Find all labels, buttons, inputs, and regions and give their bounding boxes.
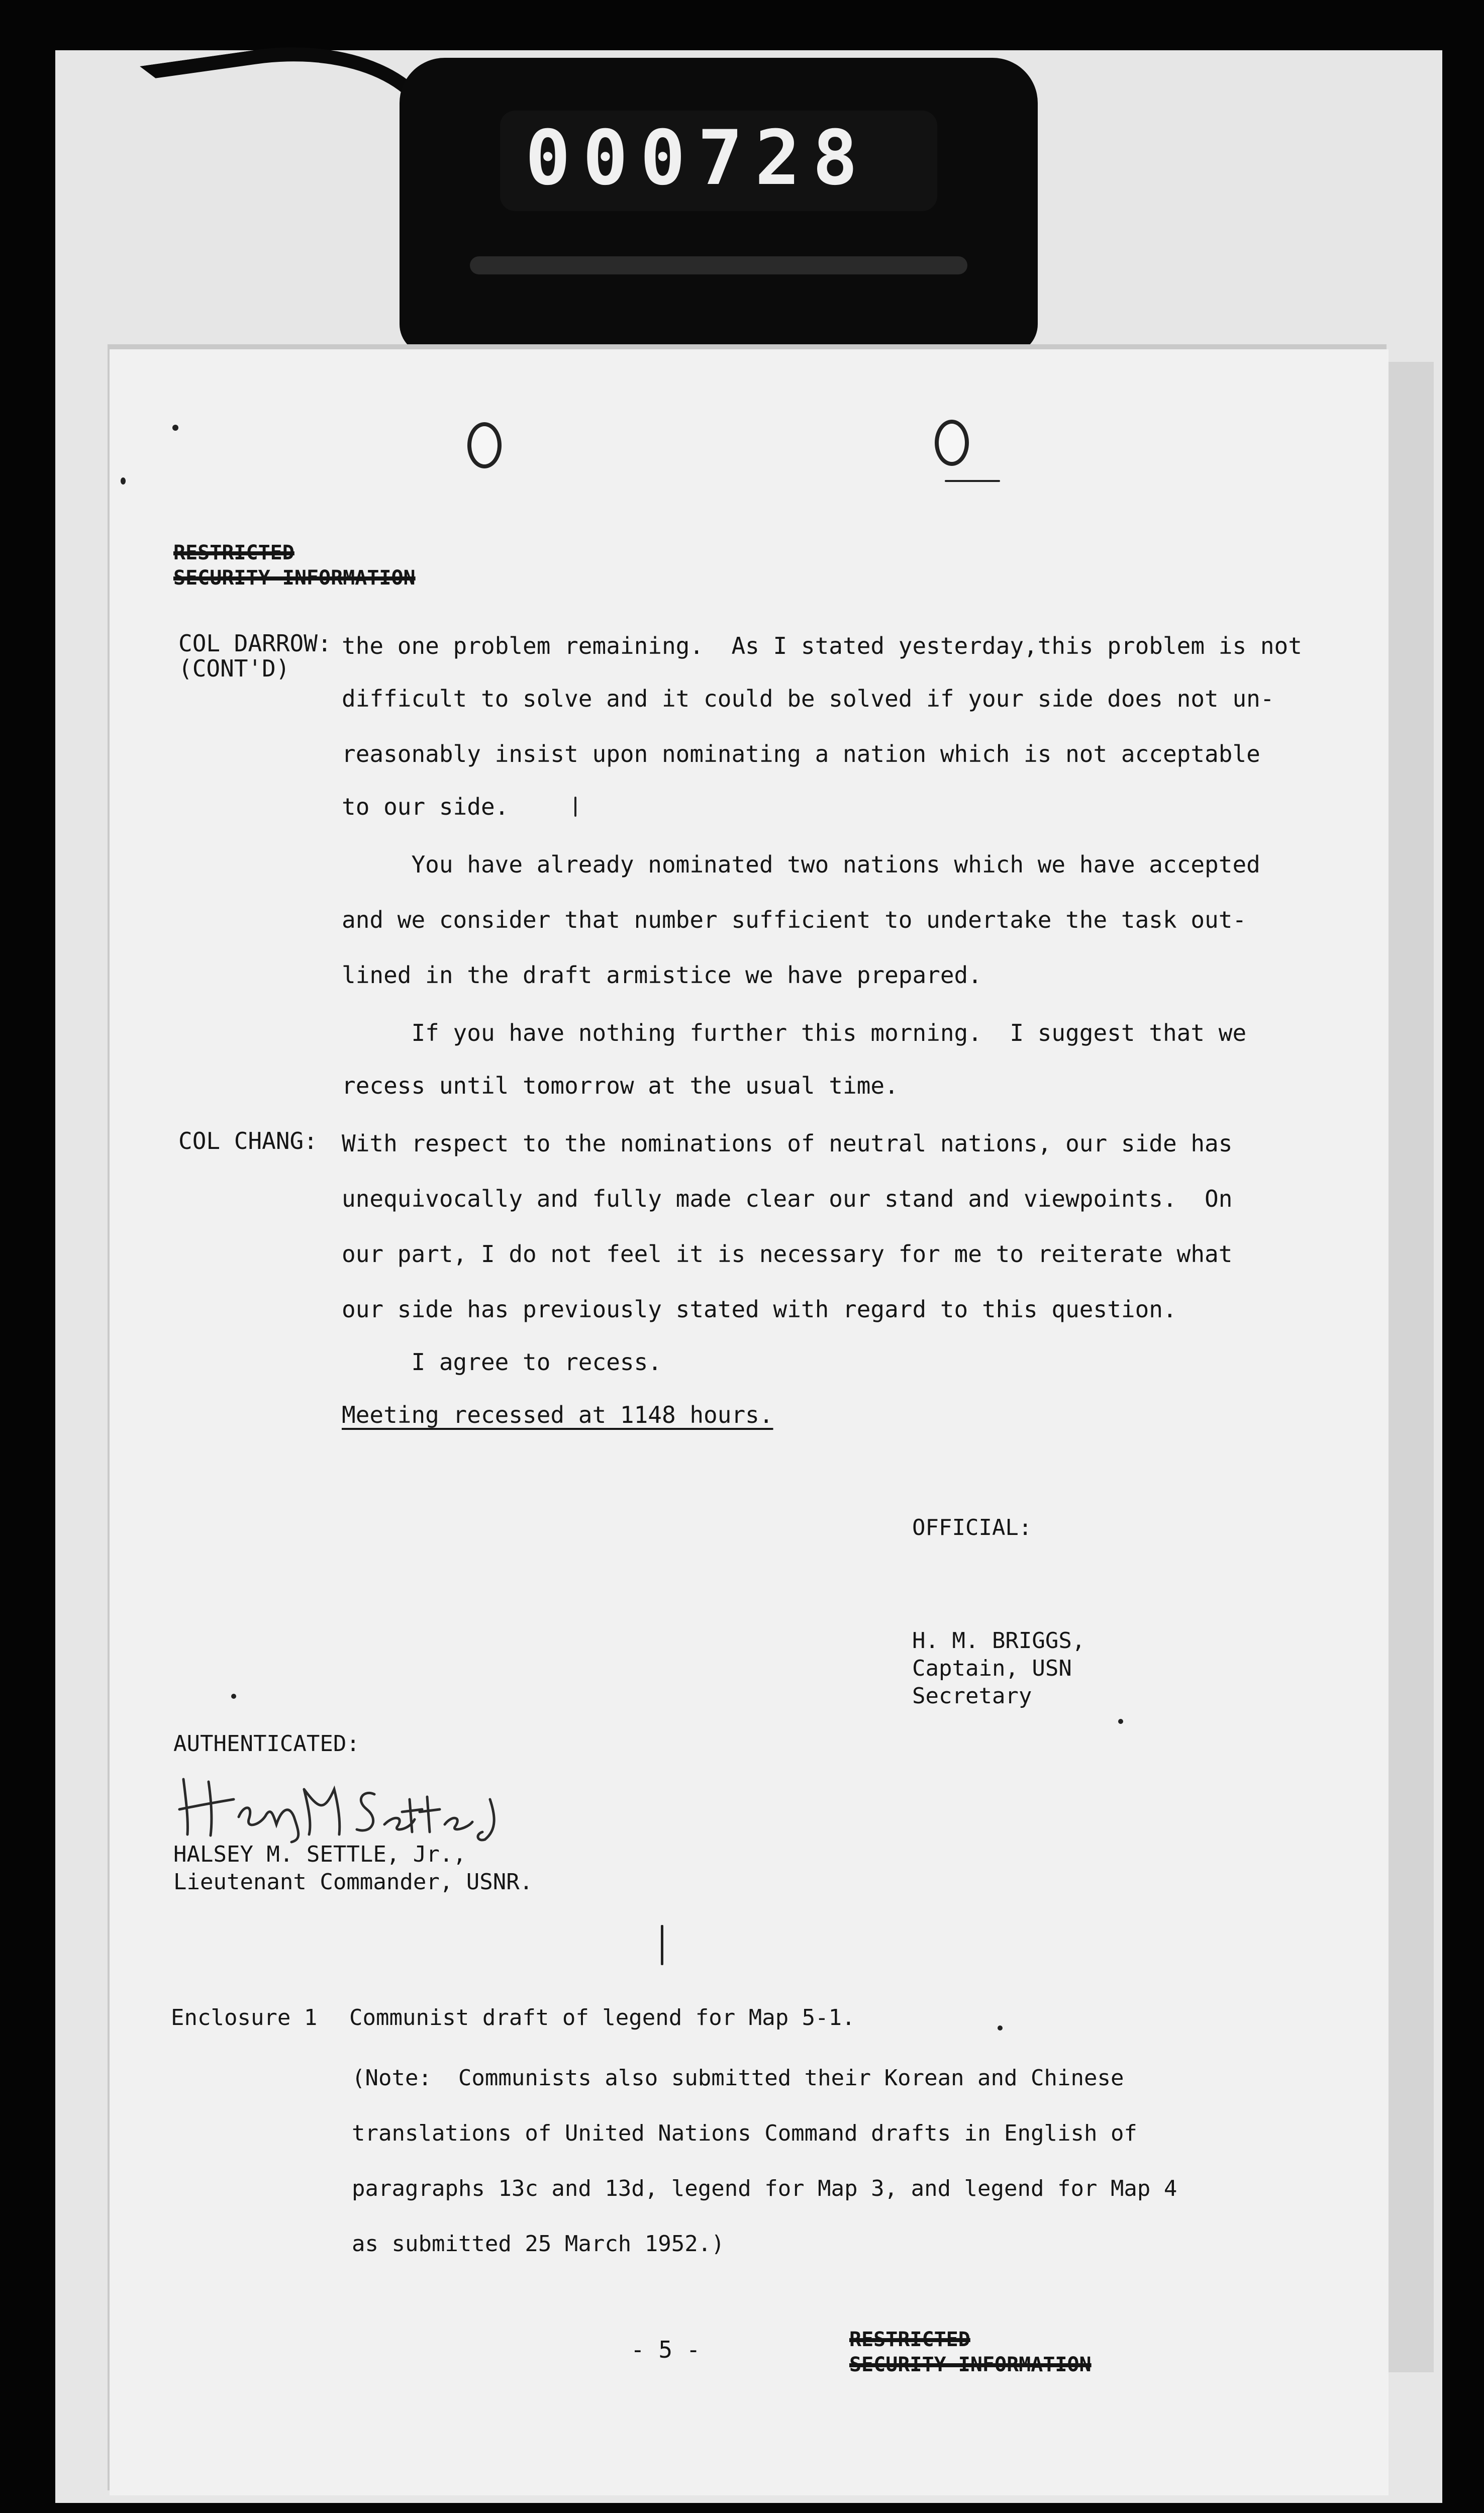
punch-hole-left — [467, 422, 502, 468]
chang-line: our part, I do not feel it is necessary for me to reiterate what — [342, 1240, 1233, 1268]
official-label: OFFICIAL: — [912, 1515, 1032, 1540]
header-classification-security-information: SECURITY INFORMATION — [173, 566, 416, 590]
enclosure-label: Enclosure 1 — [171, 2005, 318, 2031]
chang-line: With respect to the nominations of neutral nations, our side has — [342, 1130, 1233, 1157]
speck — [661, 1925, 663, 1965]
chang-line: our side has previously stated with regard to this question. — [342, 1296, 1177, 1323]
footer-classification-restricted: RESTRICTED — [849, 2328, 970, 2351]
official-rank: Captain, USN — [912, 1656, 1072, 1681]
enclosure-line: (Note: Communists also submitted their Korean and Chinese — [352, 2065, 1124, 2091]
enclosure-line: paragraphs 13c and 13d, legend for Map 3, and legend for Map 4 — [352, 2176, 1177, 2201]
enclosure-line: as submitted 25 March 1952.) — [352, 2231, 725, 2257]
authenticated-label: AUTHENTICATED: — [173, 1731, 360, 1757]
chang-line: unequivocally and fully made clear our stand and viewpoints. On — [342, 1185, 1233, 1212]
handwritten-signature — [173, 1769, 525, 1845]
speaker-darrow-continued: (CONT'D) — [178, 655, 290, 682]
darrow-line: You have already nominated two nations which we have accepted — [342, 851, 1260, 878]
footer-classification-security-information: SECURITY INFORMATION — [849, 2353, 1092, 2376]
darrow-line: If you have nothing further this morning. I suggest that we — [342, 1019, 1247, 1046]
page-counter-device — [400, 58, 1038, 354]
darrow-line: recess until tomorrow at the usual time. — [342, 1072, 899, 1099]
authenticated-name: HALSEY M. SETTLE, Jr., — [173, 1842, 466, 1867]
enclosure-line: Communist draft of legend for Map 5-1. — [349, 2005, 855, 2031]
official-title: Secretary — [912, 1683, 1032, 1709]
darrow-line: the one problem remaining. As I stated yesterday,this problem is not — [342, 632, 1302, 659]
speck — [231, 1694, 236, 1699]
header-classification-restricted: RESTRICTED — [173, 541, 294, 564]
darrow-line: and we consider that number sufficient to undertake the task out- — [342, 906, 1247, 933]
speck — [1118, 1719, 1123, 1724]
speck — [172, 425, 178, 431]
darrow-line: reasonably insist upon nominating a nation which is not acceptable — [342, 740, 1260, 767]
authenticated-rank: Lieutenant Commander, USNR. — [173, 1869, 533, 1895]
chang-line: I agree to recess. — [342, 1348, 662, 1376]
counter-digits: 000728 — [525, 115, 870, 202]
speaker-darrow: COL DARROW: — [178, 630, 332, 657]
darrow-line: lined in the draft armistice we have prepared. — [342, 961, 982, 989]
enclosure-line: translations of United Nations Command drafts in English of — [352, 2120, 1137, 2146]
speaker-chang: COL CHANG: — [178, 1127, 318, 1154]
counter-bar — [470, 256, 967, 274]
darrow-line: to our side. — [342, 793, 509, 820]
official-name: H. M. BRIGGS, — [912, 1628, 1085, 1654]
speck — [121, 477, 126, 485]
punch-hole-right — [935, 420, 969, 466]
page-number: - 5 - — [631, 2336, 701, 2363]
speck — [998, 2025, 1003, 2031]
speck — [574, 797, 576, 817]
recess-note: Meeting recessed at 1148 hours. — [342, 1401, 773, 1428]
speck — [945, 480, 1000, 482]
darrow-line: difficult to solve and it could be solved if your side does not un- — [342, 685, 1274, 712]
